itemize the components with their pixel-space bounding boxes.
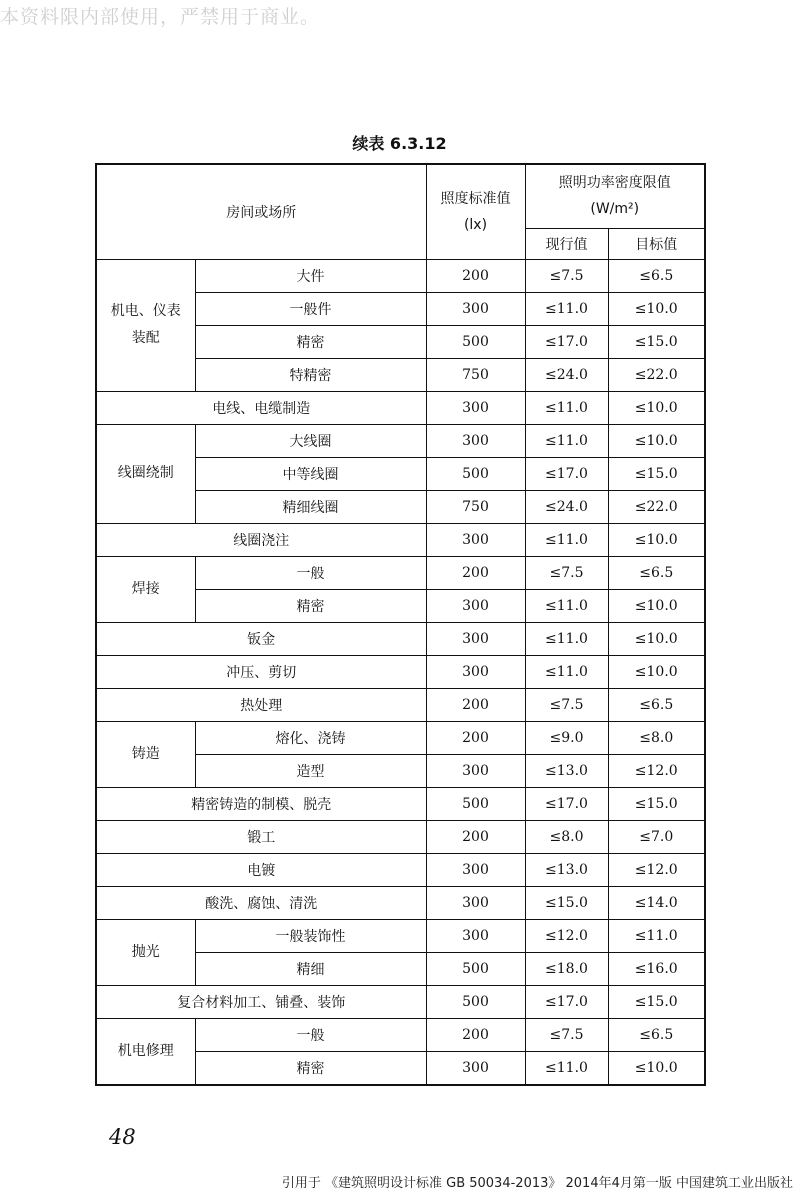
table-row: [96, 523, 705, 556]
table-row: [96, 424, 705, 457]
subcategory-cell: 造型: [195, 754, 426, 787]
category-label: 抛光: [131, 943, 160, 960]
current-lpd-cell: ≤11.0: [525, 292, 608, 325]
current-lpd-cell: ≤7.5: [525, 1018, 608, 1051]
current-lpd-cell: ≤17.0: [525, 985, 608, 1018]
watermark: 本资料限内部使用，严禁用于商业。: [0, 6, 321, 28]
illuminance-cell: 300: [426, 919, 525, 952]
current-lpd-cell: ≤13.0: [525, 853, 608, 886]
subcategory-cell: 大线圈: [195, 424, 426, 457]
table-row: [96, 1018, 705, 1051]
target-lpd-cell: ≤15.0: [608, 457, 705, 490]
illuminance-cell: 300: [426, 622, 525, 655]
current-lpd-cell: ≤17.0: [525, 325, 608, 358]
header-lpd-label: 照明功率密度限值: [558, 175, 671, 192]
table-row: [96, 259, 705, 292]
room-cell: 冲压、剪切: [96, 655, 426, 688]
current-lpd-cell: ≤11.0: [525, 622, 608, 655]
illuminance-cell: 500: [426, 985, 525, 1018]
table-row: [96, 919, 705, 952]
subcategory-cell: 一般: [195, 1018, 426, 1051]
target-lpd-cell: ≤15.0: [608, 985, 705, 1018]
table-row: [96, 820, 705, 853]
illuminance-cell: 300: [426, 754, 525, 787]
illuminance-cell: 300: [426, 391, 525, 424]
category-cell: [96, 919, 195, 985]
current-lpd-cell: ≤7.5: [525, 688, 608, 721]
header-illuminance-label: 照度标准值: [440, 190, 511, 207]
illuminance-cell: 300: [426, 886, 525, 919]
target-lpd-cell: ≤12.0: [608, 754, 705, 787]
target-lpd-cell: ≤14.0: [608, 886, 705, 919]
table-row: [96, 985, 705, 1018]
header-illuminance: [426, 164, 525, 259]
category-label: 机电修理: [117, 1042, 174, 1059]
current-lpd-cell: ≤12.0: [525, 919, 608, 952]
category-label: 线圈绕制: [117, 465, 174, 481]
illuminance-cell: 300: [426, 655, 525, 688]
illuminance-cell: 750: [426, 490, 525, 523]
illuminance-cell: 300: [426, 292, 525, 325]
current-lpd-cell: ≤8.0: [525, 820, 608, 853]
current-lpd-cell: ≤7.5: [525, 556, 608, 589]
target-lpd-cell: ≤6.5: [608, 556, 705, 589]
category-label: 装配: [131, 330, 160, 346]
category-cell: [96, 721, 195, 787]
room-cell: 锻工: [96, 820, 426, 853]
target-lpd-cell: ≤6.5: [608, 688, 705, 721]
subcategory-cell: 一般: [195, 556, 426, 589]
room-cell: 线圈浇注: [96, 523, 426, 556]
target-lpd-cell: ≤16.0: [608, 952, 705, 985]
current-lpd-cell: ≤11.0: [525, 1051, 608, 1085]
category-cell: [96, 556, 195, 622]
target-lpd-cell: ≤12.0: [608, 853, 705, 886]
table-row: [96, 853, 705, 886]
room-cell: 电镀: [96, 853, 426, 886]
subcategory-cell: 中等线圈: [195, 457, 426, 490]
target-lpd-cell: ≤7.0: [608, 820, 705, 853]
table-row: [96, 622, 705, 655]
target-lpd-cell: ≤10.0: [608, 655, 705, 688]
header-current: 现行值: [525, 228, 608, 259]
room-cell: 电线、电缆制造: [96, 391, 426, 424]
subcategory-cell: 一般件: [195, 292, 426, 325]
target-lpd-cell: ≤11.0: [608, 919, 705, 952]
table-caption: 续表 6.3.12: [352, 134, 447, 153]
current-lpd-cell: ≤9.0: [525, 721, 608, 754]
category-cell: [96, 259, 195, 391]
table-row: [96, 787, 705, 820]
subcategory-cell: 精细: [195, 952, 426, 985]
target-lpd-cell: ≤10.0: [608, 391, 705, 424]
room-cell: 钣金: [96, 622, 426, 655]
header-illuminance-unit: (lx): [463, 216, 488, 233]
current-lpd-cell: ≤11.0: [525, 589, 608, 622]
header-lpd: [525, 164, 705, 228]
current-lpd-cell: ≤7.5: [525, 259, 608, 292]
target-lpd-cell: ≤10.0: [608, 589, 705, 622]
subcategory-cell: 大件: [195, 259, 426, 292]
illuminance-cell: 300: [426, 853, 525, 886]
current-lpd-cell: ≤11.0: [525, 391, 608, 424]
room-cell: 复合材料加工、铺叠、装饰: [96, 985, 426, 1018]
header-target: 目标值: [608, 228, 705, 259]
illuminance-cell: 750: [426, 358, 525, 391]
subcategory-cell: 精密: [195, 1051, 426, 1085]
table-row: [96, 886, 705, 919]
target-lpd-cell: ≤6.5: [608, 1018, 705, 1051]
target-lpd-cell: ≤10.0: [608, 424, 705, 457]
illuminance-cell: 200: [426, 820, 525, 853]
illuminance-cell: 500: [426, 457, 525, 490]
current-lpd-cell: ≤11.0: [525, 424, 608, 457]
illuminance-cell: 300: [426, 589, 525, 622]
illuminance-cell: 500: [426, 952, 525, 985]
illuminance-cell: 500: [426, 787, 525, 820]
current-lpd-cell: ≤17.0: [525, 457, 608, 490]
current-lpd-cell: ≤11.0: [525, 655, 608, 688]
illuminance-cell: 200: [426, 688, 525, 721]
current-lpd-cell: ≤18.0: [525, 952, 608, 985]
table-row: [96, 721, 705, 754]
target-lpd-cell: ≤22.0: [608, 358, 705, 391]
subcategory-cell: 精细线圈: [195, 490, 426, 523]
current-lpd-cell: ≤17.0: [525, 787, 608, 820]
target-lpd-cell: ≤10.0: [608, 523, 705, 556]
category-label: 焊接: [131, 580, 160, 597]
category-label: 机电、仪表: [110, 303, 181, 319]
illuminance-cell: 300: [426, 523, 525, 556]
page-number: 48: [109, 1125, 136, 1149]
subcategory-cell: 熔化、浇铸: [195, 721, 426, 754]
table-row: [96, 688, 705, 721]
table-row: [96, 655, 705, 688]
illuminance-cell: 300: [426, 1051, 525, 1085]
target-lpd-cell: ≤15.0: [608, 787, 705, 820]
category-cell: [96, 424, 195, 523]
room-cell: 精密铸造的制模、脱壳: [96, 787, 426, 820]
subcategory-cell: 精密: [195, 325, 426, 358]
target-lpd-cell: ≤6.5: [608, 259, 705, 292]
illuminance-cell: 200: [426, 259, 525, 292]
target-lpd-cell: ≤15.0: [608, 325, 705, 358]
header-room: 房间或场所: [96, 164, 426, 259]
current-lpd-cell: ≤24.0: [525, 358, 608, 391]
room-cell: 热处理: [96, 688, 426, 721]
subcategory-cell: 一般装饰性: [195, 919, 426, 952]
citation-footer: 引用于 《建筑照明设计标准 GB 50034-2013》 2014年4月第一版 中国建筑工业出版社: [281, 1176, 793, 1191]
illuminance-cell: 500: [426, 325, 525, 358]
room-cell: 酸洗、腐蚀、清洗: [96, 886, 426, 919]
subcategory-cell: 精密: [195, 589, 426, 622]
category-cell: [96, 1018, 195, 1085]
current-lpd-cell: ≤13.0: [525, 754, 608, 787]
category-label: 铸造: [131, 745, 160, 762]
illuminance-cell: 200: [426, 556, 525, 589]
current-lpd-cell: ≤24.0: [525, 490, 608, 523]
target-lpd-cell: ≤10.0: [608, 292, 705, 325]
illuminance-cell: 200: [426, 721, 525, 754]
table-row: [96, 391, 705, 424]
target-lpd-cell: ≤10.0: [608, 1051, 705, 1085]
illuminance-cell: 300: [426, 424, 525, 457]
lighting-power-density-table: [95, 163, 706, 1086]
current-lpd-cell: ≤15.0: [525, 886, 608, 919]
current-lpd-cell: ≤11.0: [525, 523, 608, 556]
subcategory-cell: 特精密: [195, 358, 426, 391]
target-lpd-cell: ≤8.0: [608, 721, 705, 754]
table-body: [96, 259, 705, 1085]
header-lpd-unit: (W/m²): [590, 201, 640, 218]
table-row: [96, 556, 705, 589]
target-lpd-cell: ≤10.0: [608, 622, 705, 655]
illuminance-cell: 200: [426, 1018, 525, 1051]
target-lpd-cell: ≤22.0: [608, 490, 705, 523]
